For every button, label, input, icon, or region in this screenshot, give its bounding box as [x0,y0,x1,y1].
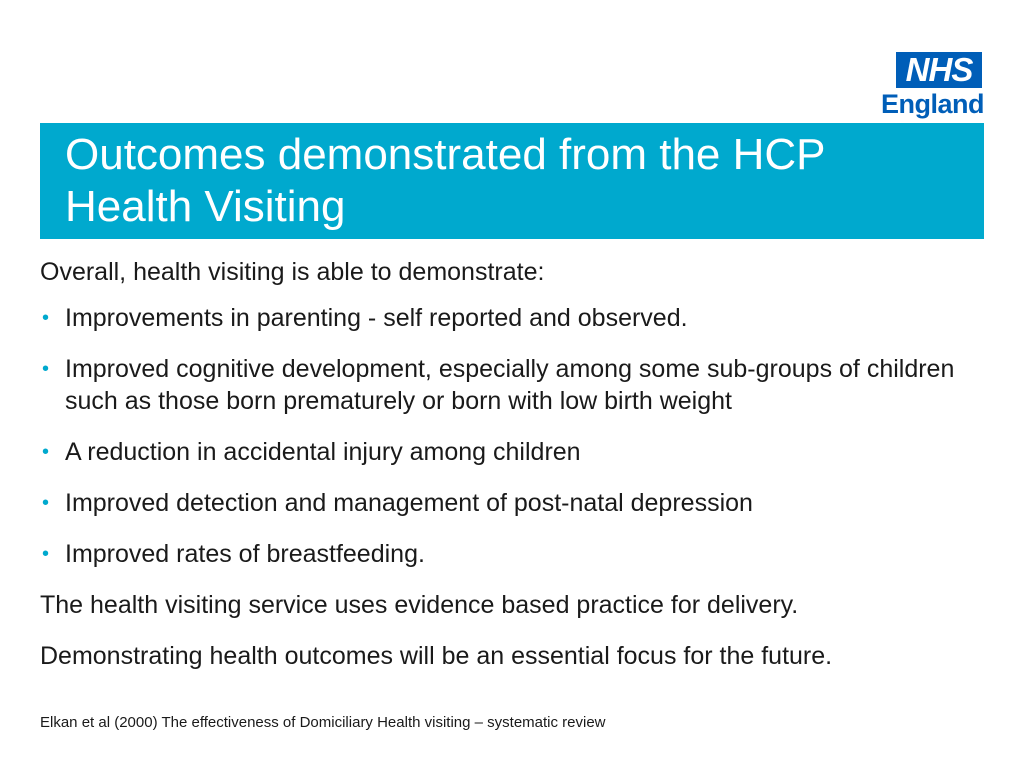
nhs-logo-mark: NHS [896,52,982,88]
bullet-icon: • [42,543,50,565]
list-item [40,538,990,570]
nhs-england-logo [872,52,986,122]
list-item-text: Improved rates of breastfeeding. [65,540,425,568]
closing-statement-future: Demonstrating health outcomes will be an essential focus for the future. [40,642,833,670]
list-item [40,487,990,519]
bullet-icon: • [42,441,50,463]
nhs-logo-region: England [881,89,984,119]
list-item [40,302,990,334]
outcomes-list [40,302,990,570]
list-item-text: Improvements in parenting - self reported and observed. [65,304,688,332]
bullet-icon: • [42,307,50,329]
reference-citation: Elkan et al (2000) The effectiveness of Domiciliary Health visiting – systematic review [40,714,606,731]
bullet-icon: • [42,492,50,514]
list-item-text: A reduction in accidental injury among children [65,438,581,466]
list-item [40,353,990,417]
bullet-icon: • [42,358,50,380]
list-item [40,436,990,468]
slide-title: Outcomes demonstrated from the HCP Health Visiting [65,130,825,231]
slide-body [40,256,990,672]
closing-statement-practice: The health visiting service uses evidence based practice for delivery. [40,591,799,619]
list-item-text: Improved cognitive development, especially among some sub-groups of children such as those born prematurely or born with low birth weight [65,355,955,415]
intro-text: Overall, health visiting is able to demonstrate: [40,258,545,286]
title-banner [40,123,984,239]
list-item-text: Improved detection and management of post-natal depression [65,489,753,517]
